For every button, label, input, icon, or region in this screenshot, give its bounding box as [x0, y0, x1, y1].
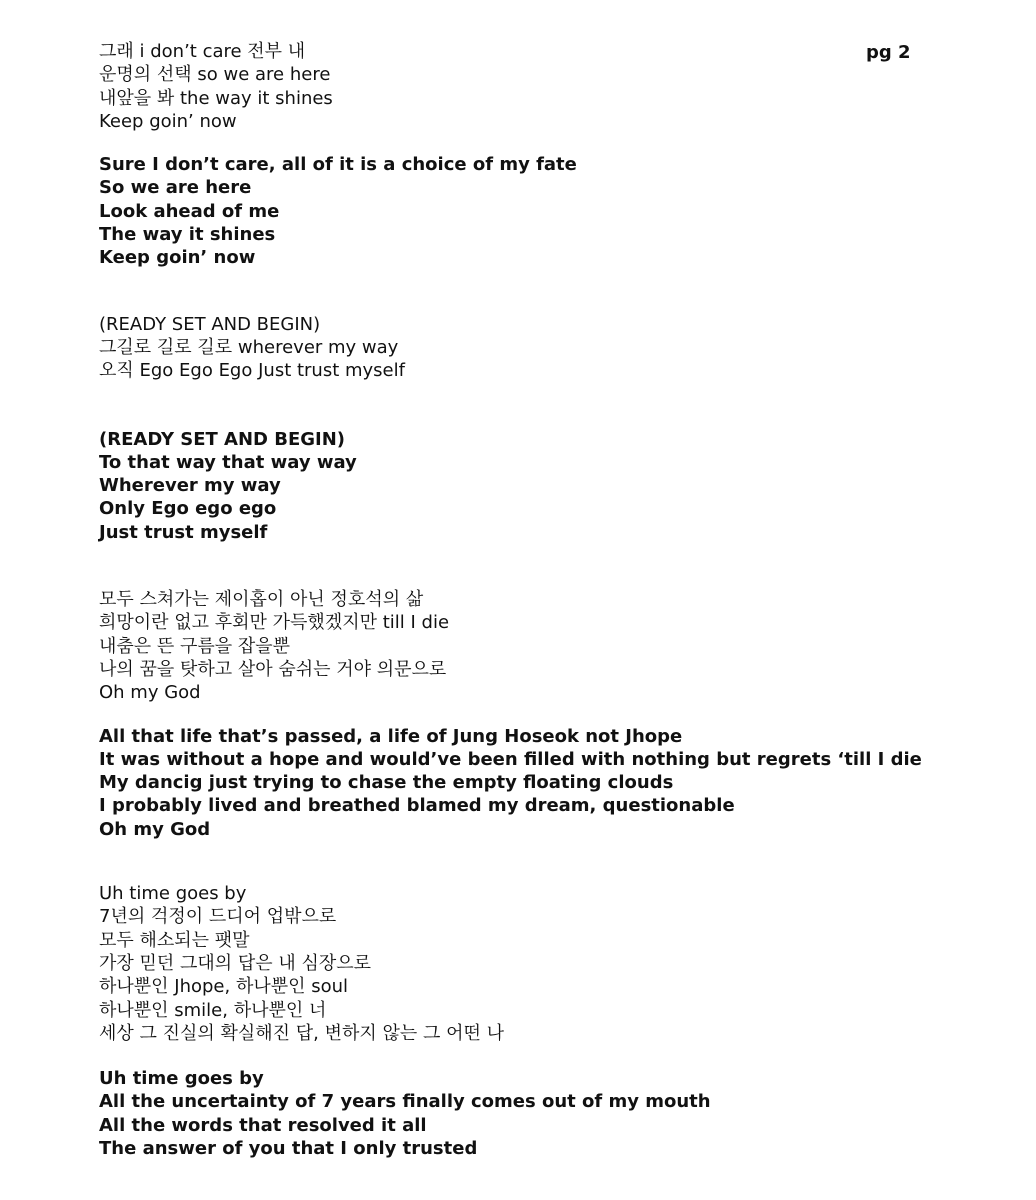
lyric-line: Oh my God	[99, 682, 201, 704]
lyric-line: Keep goin’ now	[99, 110, 237, 132]
lyric-line: 운명의 선택 so we are here	[99, 64, 331, 86]
verse-4-korean	[99, 882, 999, 1045]
lyric-line: 그래 i don’t care 전부 내	[99, 41, 306, 62]
verse-3-korean	[99, 588, 999, 704]
lyric-line: (READY SET AND BEGIN)	[99, 313, 321, 335]
lyric-line: 가장 믿던 그대의 답은 내 심장으로	[99, 952, 372, 974]
verse-1-korean	[99, 40, 999, 133]
lyric-line: 그길로 길로 길로 wherever my way	[99, 336, 399, 358]
lyric-line: Wherever my way	[99, 475, 281, 497]
lyric-line: Keep goin’ now	[99, 247, 256, 269]
page-number: pg 2	[866, 42, 911, 63]
lyric-line: 세상 그 진실의 확실해진 답, 변하지 않는 그 어떤 나	[99, 1022, 504, 1044]
lyric-line: The way it shines	[99, 224, 276, 246]
lyric-line: So we are here	[99, 177, 252, 199]
lyric-line: Uh time goes by	[99, 883, 247, 905]
lyric-line: 하나뿐인 Jhope, 하나뿐인 soul	[99, 976, 349, 998]
lyric-line: (READY SET AND BEGIN)	[99, 428, 346, 450]
verse-1-english	[99, 153, 999, 269]
verse-4-english	[99, 1067, 999, 1160]
lyric-line: 하나뿐인 smile, 하나뿐인 너	[99, 999, 327, 1021]
lyric-line: Look ahead of me	[99, 200, 280, 222]
lyric-line: Sure I don’t care, all of it is a choice of my fate	[99, 154, 577, 176]
lyric-line: Uh time goes by	[99, 1068, 264, 1090]
lyric-line: All that life that’s passed, a life of Jung Hoseok not Jhope	[99, 725, 683, 747]
lyric-line: 내춤은 뜬 구름을 잡을뿐	[99, 635, 291, 657]
lyric-line: 나의 꿈을 탓하고 살아 숨쉬는 거야 의문으로	[99, 658, 447, 680]
lyric-line: Only Ego ego ego	[99, 498, 277, 520]
lyric-line: My dancig just trying to chase the empty floating clouds	[99, 772, 674, 794]
lyric-line: 오직 Ego Ego Ego Just trust myself	[99, 360, 405, 382]
verse-2-korean	[99, 313, 999, 383]
lyric-line: All the uncertainty of 7 years finally comes out of my mouth	[99, 1091, 711, 1113]
lyric-line: 내앞을 봐 the way it shines	[99, 87, 333, 109]
lyric-line: It was without a hope and would’ve been filled with nothing but regrets ‘till I die	[99, 748, 922, 770]
verse-2-english	[99, 428, 999, 544]
lyric-line: Oh my God	[99, 818, 211, 840]
verse-3-english	[99, 725, 999, 841]
lyric-line: 모두 해소되는 팻말	[99, 929, 250, 951]
lyrics-page	[99, 40, 999, 1160]
lyric-line: 희망이란 없고 후회만 가득했겠지만 till I die	[99, 612, 450, 634]
lyric-line: I probably lived and breathed blamed my dream, questionable	[99, 795, 735, 817]
lyric-line: The answer of you that I only trusted	[99, 1137, 478, 1159]
lyric-line: 7년의 걱정이 드디어 업밖으로	[99, 906, 337, 928]
lyric-line: Just trust myself	[99, 521, 268, 543]
lyric-line: To that way that way way	[99, 451, 357, 473]
lyric-line: All the words that resolved it all	[99, 1114, 427, 1136]
lyric-line: 모두 스쳐가는 제이홉이 아닌 정호석의 삶	[99, 589, 424, 611]
